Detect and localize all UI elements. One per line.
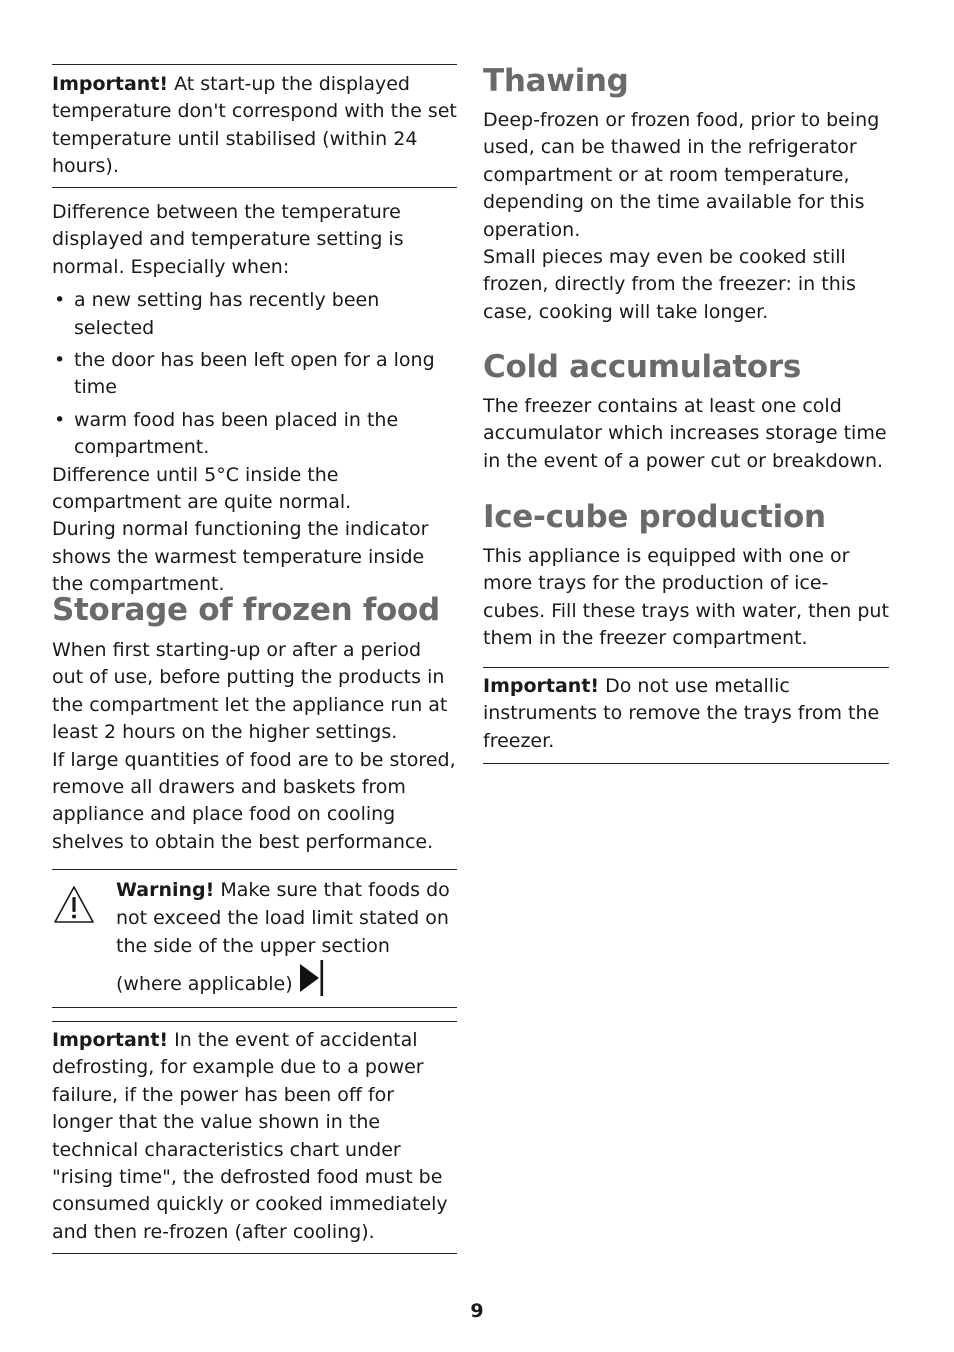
storage-paragraph-1: When first starting-up or after a period out of use, before putting the products in the compartment let the appliance run at least 2 hours on the higher settings. xyxy=(52,639,448,744)
important-note-defrost xyxy=(52,1021,457,1254)
important-note-startup xyxy=(52,64,457,188)
important-note-trays-text: Important! Do not use metallic instruments to remove the trays from the freezer. xyxy=(483,675,880,752)
ice-cube-heading: Ice-cube production xyxy=(483,499,826,535)
cold-accumulators-paragraph: The freezer contains at least one cold accumulator which increases storage time in the event of a power cut or breakdown. xyxy=(483,395,887,472)
indicator-paragraph: During normal functioning the indicator shows the warmest temperature inside the compartment. xyxy=(52,518,429,596)
warning-label: Warning! xyxy=(116,879,215,901)
storage-paragraph-2: If large quantities of food are to be stored, remove all drawers and baskets from appliance and place food on cooling shelves to obtain the best performance. xyxy=(52,748,456,853)
difference-paragraph: Difference until 5°C inside the compartment are quite normal. xyxy=(52,463,352,514)
important-note-trays xyxy=(483,667,889,764)
thawing-body xyxy=(483,107,889,326)
important-note-startup-text: Important! At start-up the displayed temperature don't correspond with the set temperature until stabilised (within 24 hours). xyxy=(52,73,457,178)
temperature-difference-section xyxy=(52,199,457,599)
difference-intro: Difference between the temperature displayed and temperature setting is normal. Especially when: xyxy=(52,201,404,278)
list-item: • the door has been left open for a long time xyxy=(52,347,457,402)
thawing-paragraph-2: Small pieces may even be cooked still frozen, directly from the freezer: in this case, cooking will take longer. xyxy=(483,246,856,323)
cold-accumulators-heading: Cold accumulators xyxy=(483,349,802,385)
load-limit-arrow-icon xyxy=(297,960,327,996)
warning-text: Make sure that foods do not exceed the load limit stated on the side of the upper section (where applicable) xyxy=(116,879,450,995)
page-number: 9 xyxy=(470,1300,484,1322)
list-item: • warm food has been placed in the compartment. xyxy=(52,407,457,462)
storage-heading: Storage of frozen food xyxy=(52,592,440,628)
important-label: Important! xyxy=(483,675,600,697)
ice-cube-paragraph: This appliance is equipped with one or more trays for the production of ice-cubes. Fill these trays with water, then put them in the freezer compartment. xyxy=(483,545,889,650)
difference-bullet-list xyxy=(52,287,457,461)
important-note-defrost-text: Important! In the event of accidental defrosting, for example due to a power failure, if the power has been off for longer that the value shown in the technical characteristics chart under "rising time", the defrosted food must be consumed quickly or cooked immediately and then re-frozen (after cooling). xyxy=(52,1029,448,1243)
storage-body xyxy=(52,637,457,856)
warning-box xyxy=(52,869,457,1008)
list-item: • a new setting has recently been selected xyxy=(52,287,457,342)
thawing-paragraph-1: Deep-frozen or frozen food, prior to being used, can be thawed in the refrigerator compartment or at room temperature, depending on the time available for this operation. xyxy=(483,109,880,241)
important-label: Important! xyxy=(52,1029,169,1051)
thawing-heading: Thawing xyxy=(483,63,629,99)
warning-triangle-icon xyxy=(52,884,96,926)
important-label: Important! xyxy=(52,73,169,95)
